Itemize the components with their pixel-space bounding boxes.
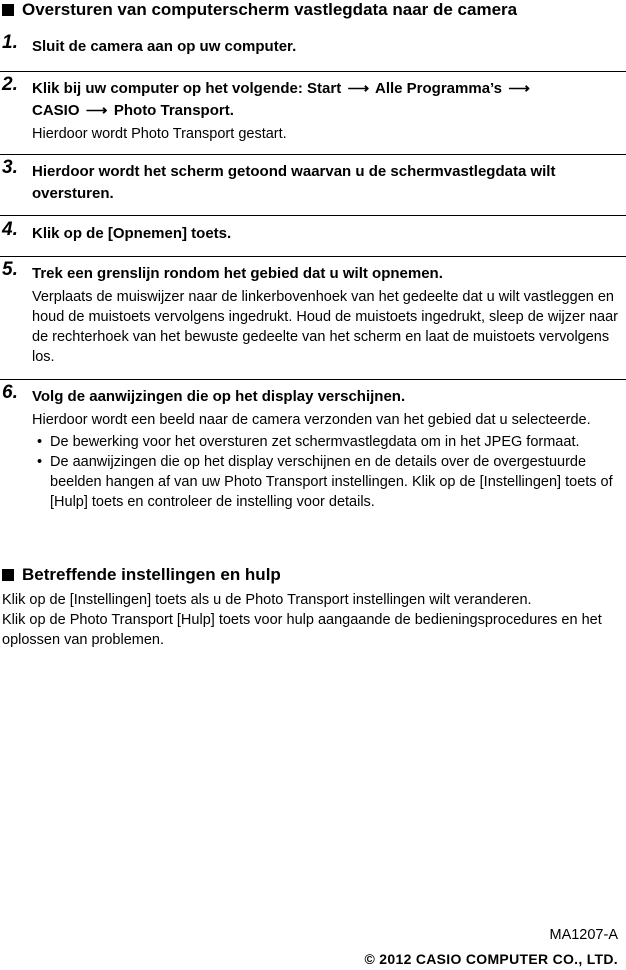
section-title-text: Oversturen van computerscherm vastlegdata naar de camera bbox=[22, 0, 518, 19]
step-number: 4. bbox=[2, 219, 18, 240]
square-bullet-icon bbox=[2, 569, 14, 581]
step-heading bbox=[32, 78, 626, 122]
step-body: Verplaats de muiswijzer naar de linkerbovenhoek van het gedeelte dat u wilt vastleggen en houd de muistoets vervolgens ingedrukt. Houd de muistoets ingedrukt, sleep de wijzer naar de rechterhoek van het bewuste gedeelte van het scherm en laat de muistoets vervolgens los. bbox=[32, 289, 618, 365]
arrow-right-icon: ⟶ bbox=[85, 102, 108, 119]
body-paragraph: Klik op de [Instellingen] toets als u de Photo Transport instellingen wilt veranderen. bbox=[2, 592, 532, 608]
divider bbox=[0, 154, 626, 155]
divider bbox=[0, 215, 626, 216]
step-3 bbox=[2, 157, 626, 205]
square-bullet-icon bbox=[2, 4, 14, 16]
list-item: • De aanwijzingen die op het display verschijnen en de details over de overgestuurde beelden hangen af van uw Photo Transport instellingen. Klik op de [Instellingen] toets of [Hulp] toets en controleer de instelling voor details. bbox=[32, 452, 622, 512]
divider bbox=[0, 71, 626, 72]
section-title-oversturen bbox=[2, 0, 517, 20]
divider bbox=[0, 379, 626, 380]
list-item: • De bewerking voor het oversturen zet schermvastlegdata om in het JPEG formaat. bbox=[32, 432, 622, 452]
divider bbox=[0, 256, 626, 257]
step-4 bbox=[2, 219, 626, 245]
copyright-notice: © 2012 CASIO COMPUTER CO., LTD. bbox=[364, 951, 618, 967]
step-heading: Hierdoor wordt het scherm getoond waarvan u de schermvastlegdata wilt oversturen. bbox=[32, 163, 556, 202]
step-body: Hierdoor wordt Photo Transport gestart. bbox=[32, 126, 287, 142]
step-heading-part: CASIO bbox=[32, 102, 80, 119]
body-paragraph: Klik op de Photo Transport [Hulp] toets voor hulp aangaande de bedieningsprocedures en het oplossen van problemen. bbox=[2, 612, 602, 648]
step-body-text: Hierdoor wordt een beeld naar de camera verzonden van het gebied dat u selecteerde. bbox=[32, 412, 591, 428]
step-number: 2. bbox=[2, 74, 18, 95]
step-6 bbox=[2, 382, 626, 512]
section-body bbox=[2, 590, 620, 650]
arrow-right-icon: ⟶ bbox=[508, 80, 530, 97]
step-heading-part: Alle Programma’s bbox=[375, 80, 502, 97]
step-2 bbox=[2, 74, 626, 144]
section-title-instellingen bbox=[2, 565, 281, 585]
step-5 bbox=[2, 259, 626, 367]
document-code: MA1207-A bbox=[549, 927, 618, 943]
step-number: 5. bbox=[2, 259, 18, 280]
step-number: 6. bbox=[2, 382, 18, 403]
step-number: 1. bbox=[2, 32, 18, 53]
step-body bbox=[32, 410, 626, 512]
step-heading: Klik op de [Opnemen] toets. bbox=[32, 225, 232, 242]
step-number: 3. bbox=[2, 157, 18, 178]
step-1 bbox=[2, 32, 626, 58]
section-title-text: Betreffende instellingen en hulp bbox=[22, 565, 281, 584]
step-heading: Volg de aanwijzingen die op het display verschijnen. bbox=[32, 388, 406, 405]
step-heading-part: Photo Transport. bbox=[113, 102, 234, 119]
bullet-list bbox=[32, 432, 622, 512]
step-heading: Trek een grenslijn rondom het gebied dat u wilt opnemen. bbox=[32, 265, 443, 282]
arrow-right-icon: ⟶ bbox=[347, 80, 370, 97]
step-heading: Sluit de camera aan op uw computer. bbox=[32, 38, 297, 55]
step-heading-part: Klik bij uw computer op het volgende: Start bbox=[32, 80, 342, 97]
